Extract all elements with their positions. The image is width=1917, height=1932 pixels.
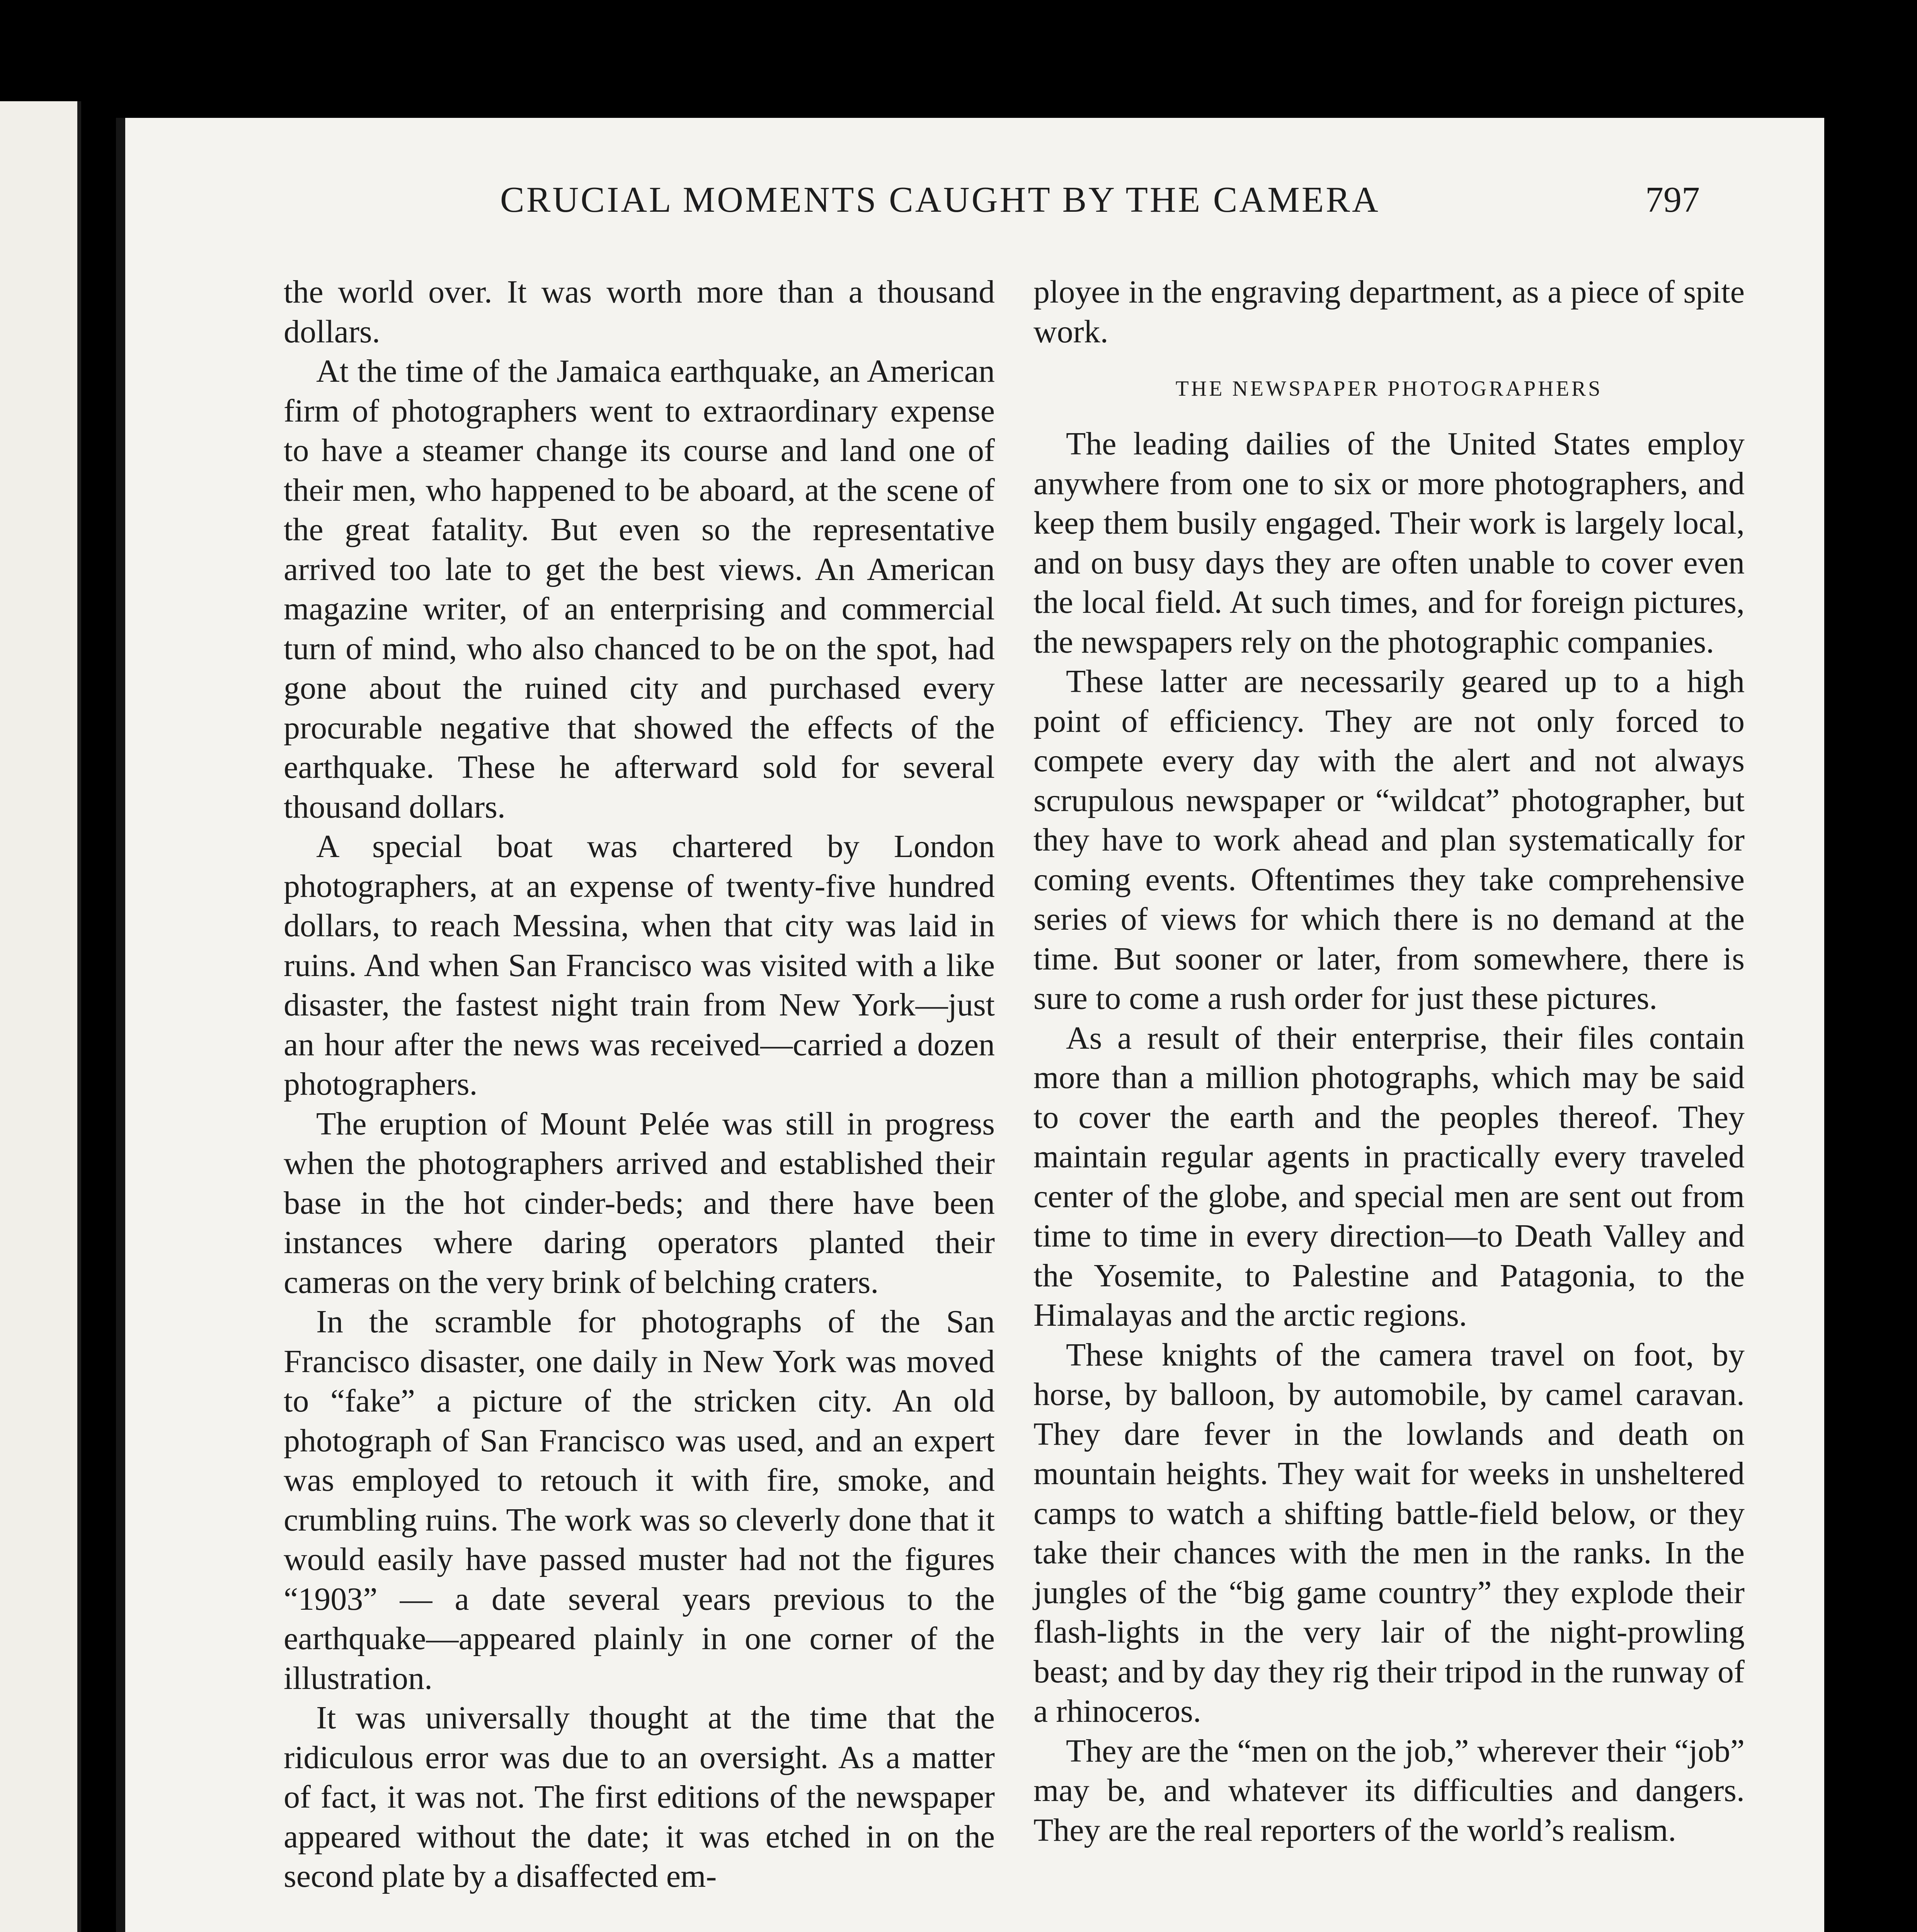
paragraph: In the scramble for photographs of the San Francisco disaster, one daily in New York was moved to “fake” a picture of the stricken city. An old photograph of San Francisco was used, and an expert was employed to retouch it with fire, smoke, and crumbling ruins. The work was so cleverly done that it would easily have passed muster had not the figures “1903” — a date several years previous to the earthquake—appeared plainly in one corner of the illustration. xyxy=(284,1304,995,1696)
paragraph: They are the “men on the job,” wherever their “job” may be, and whatever its difficulties and dangers. They are the real reporters of the world’s realism. xyxy=(1033,1733,1745,1848)
paragraph: At the time of the Jamaica earthquake, an American firm of photographers went to extraordinary expense to have a steamer change its course and land one of their men, who happened to be aboard, at the scene of the great fatality. But even so the representative arrived too late to get the best views. An American magazine writer, of an enterprising and commercial turn of mind, who also chanced to be on the spot, had gone about the ruined city and purchased every procurable negative that showed the effects of the earthquake. These he afterward sold for several thousand dollars. xyxy=(284,353,995,825)
paragraph: It was universally thought at the time that the ridiculous error was due to an oversight. As a matter of fact, it was not. The first editions of the newspaper appeared without the date; it was etched in on the second plate by a disaffected em- xyxy=(284,1700,995,1894)
paragraph: A special boat was chartered by London photographers, at an expense of twenty-five hundred dollars, to reach Messina, when that city was laid in ruins. And when San Francisco was visited with a like disaster, the fastest night train from New York—just an hour after the news was received—carried a dozen photographers. xyxy=(284,828,995,1102)
paragraph: the world over. It was worth more than a thousand dollars. xyxy=(284,274,995,350)
left-column xyxy=(284,272,995,1896)
previous-page-edge xyxy=(0,101,81,1932)
paragraph: The leading dailies of the United States employ anywhere from one to six or more photographers, and keep them busily engaged. Their work is largely local, and on busy days they are often unable to cover even the local field. At such times, and for foreign pictures, the newspapers rely on the photographic companies. xyxy=(1033,426,1745,660)
paragraph: These knights of the camera travel on foot, by horse, by balloon, by automobile, by camel caravan. They dare fever in the lowlands and death on mountain heights. They wait for weeks in unsheltered camps to watch a shifting battle-field below, or they take their chances with the men in the ranks. In the jungles of the “big game country” they explode their flash-lights in the very lair of the night-prowling beast; and by day they rig their tripod in the runway of a rhinoceros. xyxy=(1033,1337,1745,1729)
paragraph: As a result of their enterprise, their files contain more than a million photographs, which may be said to cover the earth and the peoples thereof. They maintain regular agents in practically every traveled center of the globe, and special men are sent out from time to time in every direction—to Death Valley and the Yosemite, to Palestine and Patagonia, to the Himalayas and the arctic regions. xyxy=(1033,1020,1745,1333)
paragraph: These latter are necessarily geared up to a high point of efficiency. They are not only forced to compete every day with the alert and not always scrupulous newspaper or “wildcat” photographer, but they have to work ahead and plan systematically for coming events. Oftentimes they take comprehensive series of views for which there is no demand at the time. But sooner or later, from somewhere, there is sure to come a rush order for just these pictures. xyxy=(1033,663,1745,1016)
paragraph: ployee in the engraving department, as a piece of spite work. xyxy=(1033,274,1745,350)
running-head: CRUCIAL MOMENTS CAUGHT BY THE CAMERA xyxy=(500,180,1380,220)
right-column xyxy=(1033,272,1745,1850)
section-subheading: THE NEWSPAPER PHOTOGRAPHERS xyxy=(1175,377,1603,401)
magazine-page xyxy=(116,118,1824,1932)
page-number: 797 xyxy=(1645,180,1700,220)
paragraph: The eruption of Mount Pelée was still in progress when the photographers arrived and established their base in the hot cinder-beds; and there have been instances where daring operators planted their cameras on the very brink of belching craters. xyxy=(284,1105,995,1300)
